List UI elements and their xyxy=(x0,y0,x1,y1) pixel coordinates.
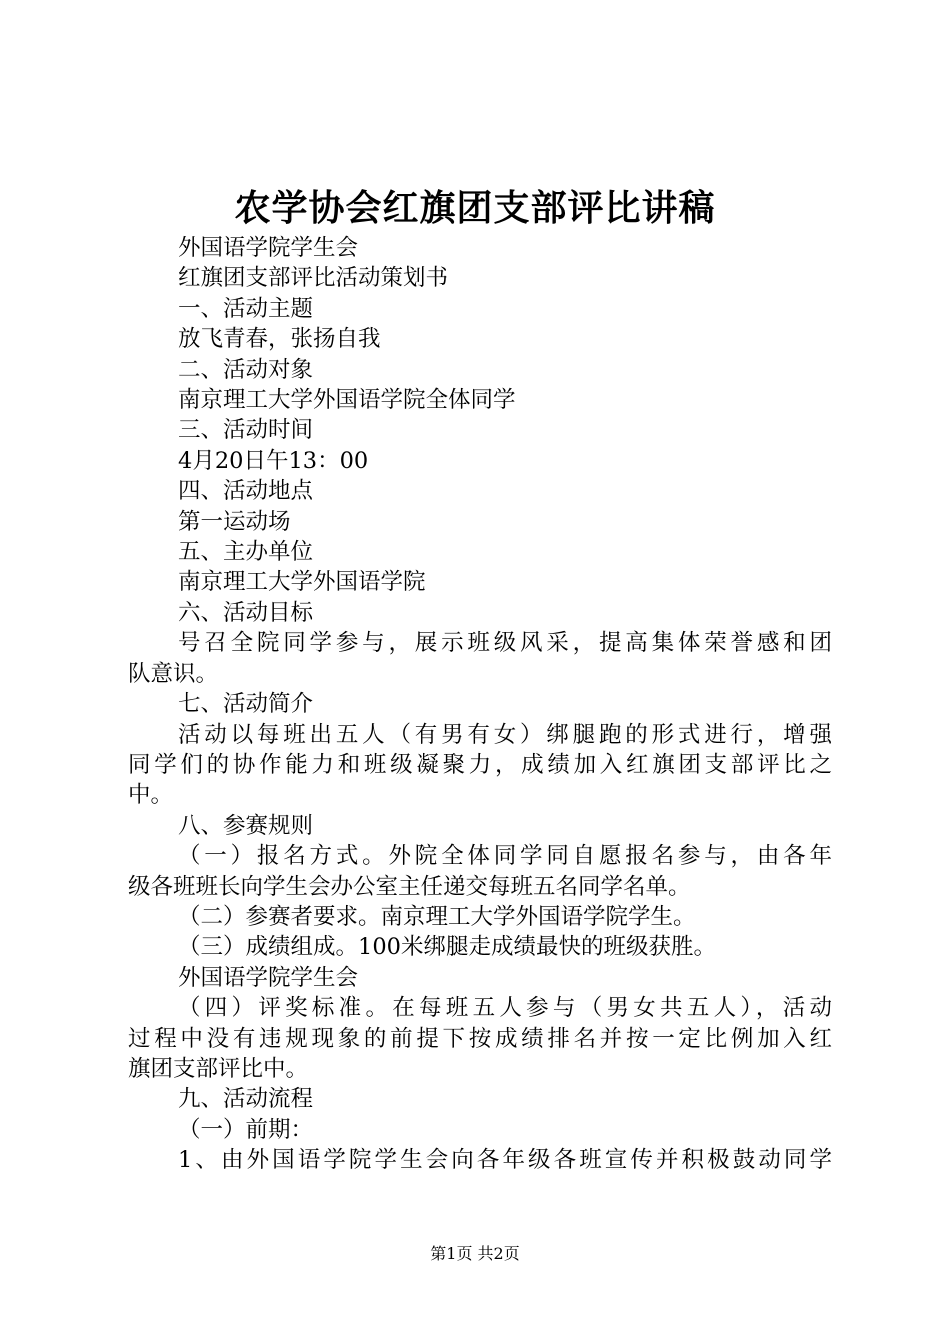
paragraph-line: 同学们的协作能力和班级凝聚力，成绩加入红旗团支部评比之 xyxy=(128,751,832,778)
section-heading: 四、活动地点 xyxy=(178,478,314,505)
text-line: （一）前期： xyxy=(178,1116,314,1143)
section-heading: 八、参赛规则 xyxy=(178,812,314,839)
section-heading: 七、活动简介 xyxy=(178,691,314,718)
text-line: 放飞青春，张扬自我 xyxy=(178,326,381,353)
text-line: 南京理工大学外国语学院全体同学 xyxy=(178,387,516,414)
text-line: 外国语学院学生会 xyxy=(178,235,359,261)
paragraph-line: 级各班班长向学生会办公室主任递交每班五名同学名单。 xyxy=(128,873,691,900)
section-heading: 九、活动流程 xyxy=(178,1086,314,1113)
paragraph-line: 旗团支部评比中。 xyxy=(128,1055,309,1082)
paragraph-line: 号召全院同学参与，展示班级风采，提高集体荣誉感和团 xyxy=(178,630,832,657)
paragraph-line: 过程中没有违规现象的前提下按成绩排名并按一定比例加入红 xyxy=(128,1025,832,1052)
section-heading: 五、主办单位 xyxy=(178,539,314,566)
section-heading: 六、活动目标 xyxy=(178,599,314,626)
text-line: 南京理工大学外国语学院 xyxy=(178,569,426,596)
text-line: （二）参赛者要求。南京理工大学外国语学院学生。 xyxy=(178,903,696,930)
text-line: 第一运动场 xyxy=(178,508,291,535)
paragraph-line: 活动以每班出五人（有男有女）绑腿跑的形式进行，增强 xyxy=(178,721,832,748)
document-title: 农学协会红旗团支部评比讲稿 xyxy=(234,187,716,229)
section-heading: 二、活动对象 xyxy=(178,356,314,383)
section-heading: 一、活动主题 xyxy=(178,295,314,322)
text-line: 4月20日午13：00 xyxy=(178,447,369,474)
text-line: 外国语学院学生会 xyxy=(178,964,359,991)
paragraph-line: 队意识。 xyxy=(128,660,219,687)
paragraph-line: 中。 xyxy=(128,782,174,809)
text-line: 红旗团支部评比活动策划书 xyxy=(178,265,449,292)
paragraph-line: （四）评奖标准。在每班五人参与（男女共五人），活动 xyxy=(178,995,832,1022)
paragraph-line: 1、由外国语学院学生会向各年级各班宣传并积极鼓动同学 xyxy=(178,1147,832,1174)
paragraph-line: （一）报名方式。外院全体同学同自愿报名参与，由各年 xyxy=(178,843,832,870)
section-heading: 三、活动时间 xyxy=(178,417,314,444)
page-number-footer: 第1页 共2页 xyxy=(430,1244,520,1263)
text-line: （三）成绩组成。100米绑腿走成绩最快的班级获胜。 xyxy=(178,934,716,961)
document-body xyxy=(128,233,832,1176)
